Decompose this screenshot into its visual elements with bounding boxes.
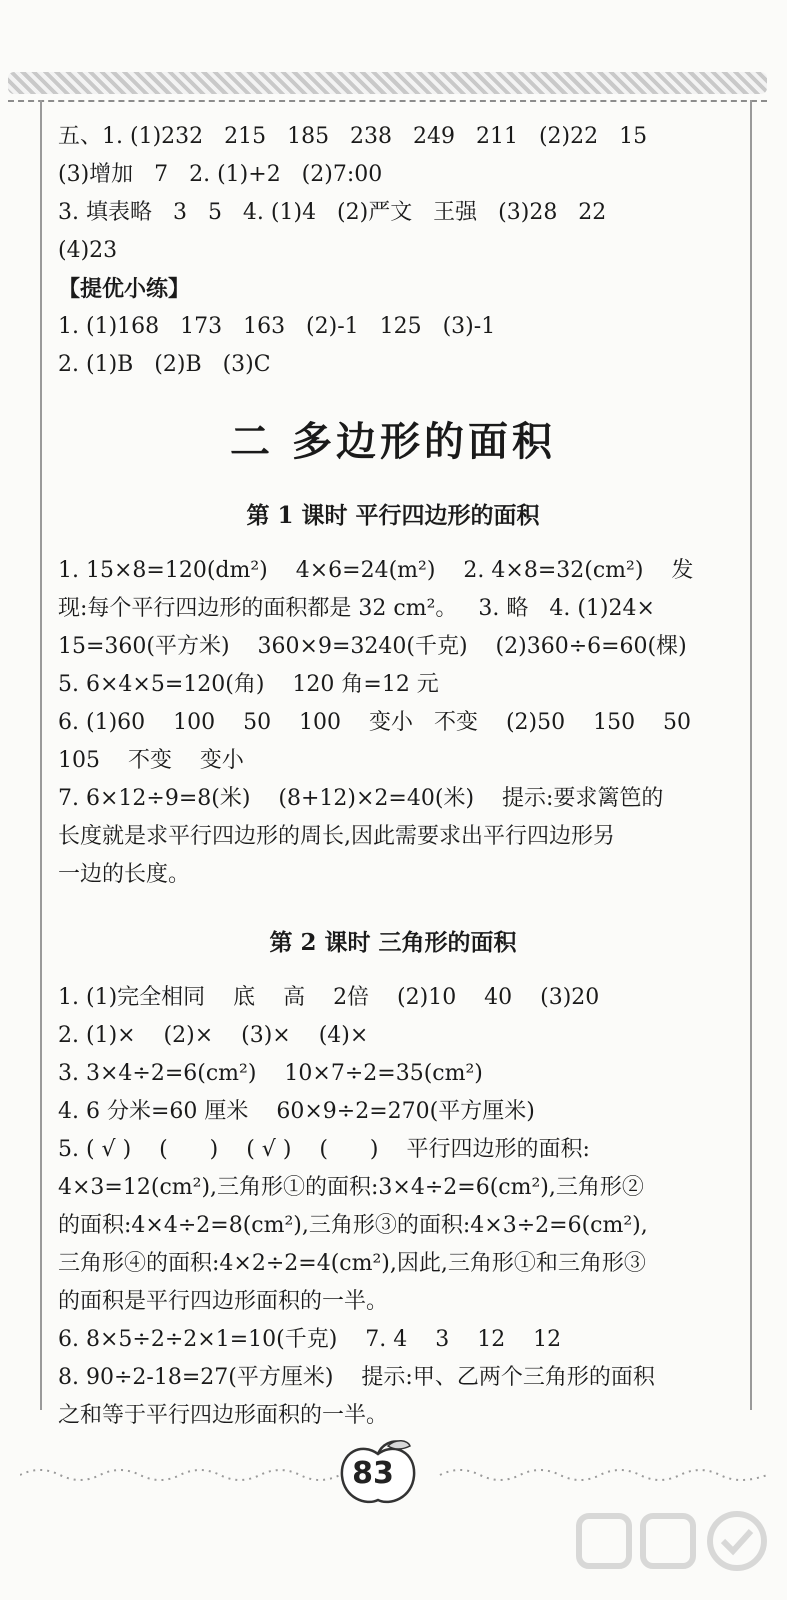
extra-practice-heading: 【提优小练】 bbox=[58, 276, 191, 302]
lesson1-line-8: 长度就是求平行四边形的周长,因此需要求出平行四边形另 bbox=[58, 824, 615, 849]
page-number: 83 bbox=[352, 1456, 394, 1491]
section-five-line-1: 五、1. (1)232 215 185 238 249 211 (2)22 15 bbox=[58, 124, 648, 149]
lesson1-line-4: 5. 6×4×5=120(角) 120 角=12 元 bbox=[58, 672, 439, 697]
section-five-line-3: 3. 填表略 3 5 4. (1)4 (2)严文 王强 (3)28 22 bbox=[58, 200, 607, 225]
lesson1-line-5: 6. (1)60 100 50 100 变小 不变 (2)50 150 50 bbox=[58, 710, 692, 735]
section-five-line-2: (3)增加 7 2. (1)+2 (2)7:00 bbox=[58, 162, 383, 187]
extra-practice-line-1: 1. (1)168 173 163 (2)-1 125 (3)-1 bbox=[58, 314, 496, 339]
section-five-line-4: (4)23 bbox=[58, 238, 118, 263]
lesson2-line-5: 5. ( √ ) ( ) ( √ ) ( ) 平行四边形的面积: bbox=[58, 1137, 590, 1162]
lesson2-line-10: 6. 8×5÷2÷2×1=10(千克) 7. 4 3 12 12 bbox=[58, 1327, 562, 1352]
lesson1-line-9: 一边的长度。 bbox=[58, 862, 191, 887]
lesson2-line-3: 3. 3×4÷2=6(cm²) 10×7÷2=35(cm²) bbox=[58, 1061, 483, 1086]
lesson2-line-1: 1. (1)完全相同 底 高 2倍 (2)10 40 (3)20 bbox=[58, 985, 600, 1010]
lesson2-line-11: 8. 90÷2-18=27(平方厘米) 提示:甲、乙两个三角形的面积 bbox=[58, 1365, 655, 1390]
lesson1-line-1: 1. 15×8=120(dm²) 4×6=24(m²) 2. 4×8=32(cm²) 发 bbox=[58, 558, 694, 583]
lesson1-line-6: 105 不变 变小 bbox=[58, 748, 244, 773]
header-band bbox=[8, 72, 767, 94]
right-margin-line bbox=[750, 100, 752, 1410]
left-margin-line bbox=[40, 100, 42, 1410]
lesson2-line-7: 的面积:4×4÷2=8(cm²),三角形③的面积:4×3÷2=6(cm²), bbox=[58, 1213, 648, 1238]
lesson2-line-12: 之和等于平行四边形面积的一半。 bbox=[58, 1403, 389, 1428]
header-divider bbox=[8, 100, 767, 102]
lesson1-line-3: 15=360(平方米) 360×9=3240(千克) (2)360÷6=60(棵) bbox=[58, 634, 687, 659]
lesson1-line-2: 现:每个平行四边形的面积都是 32 cm²。 3. 略 4. (1)24× bbox=[58, 596, 655, 621]
watermark-logo-icon bbox=[573, 1508, 773, 1594]
answer-content bbox=[58, 118, 728, 1435]
lesson2-line-4: 4. 6 分米=60 厘米 60×9÷2=270(平方厘米) bbox=[58, 1099, 535, 1124]
lesson2-title: 第 2 课时 三角形的面积 bbox=[269, 929, 517, 956]
lesson1-line-7: 7. 6×12÷9=8(米) (8+12)×2=40(米) 提示:要求篱笆的 bbox=[58, 786, 664, 811]
chapter-title: 二 多边形的面积 bbox=[230, 418, 556, 465]
lesson2-line-6: 4×3=12(cm²),三角形①的面积:3×4÷2=6(cm²),三角形② bbox=[58, 1175, 644, 1200]
lesson2-line-9: 的面积是平行四边形面积的一半。 bbox=[58, 1289, 389, 1314]
extra-practice-line-2: 2. (1)B (2)B (3)C bbox=[58, 352, 271, 377]
lesson2-line-2: 2. (1)× (2)× (3)× (4)× bbox=[58, 1023, 369, 1048]
lesson2-line-8: 三角形④的面积:4×2÷2=4(cm²),因此,三角形①和三角形③ bbox=[58, 1251, 646, 1276]
lesson1-title: 第 1 课时 平行四边形的面积 bbox=[246, 502, 540, 529]
